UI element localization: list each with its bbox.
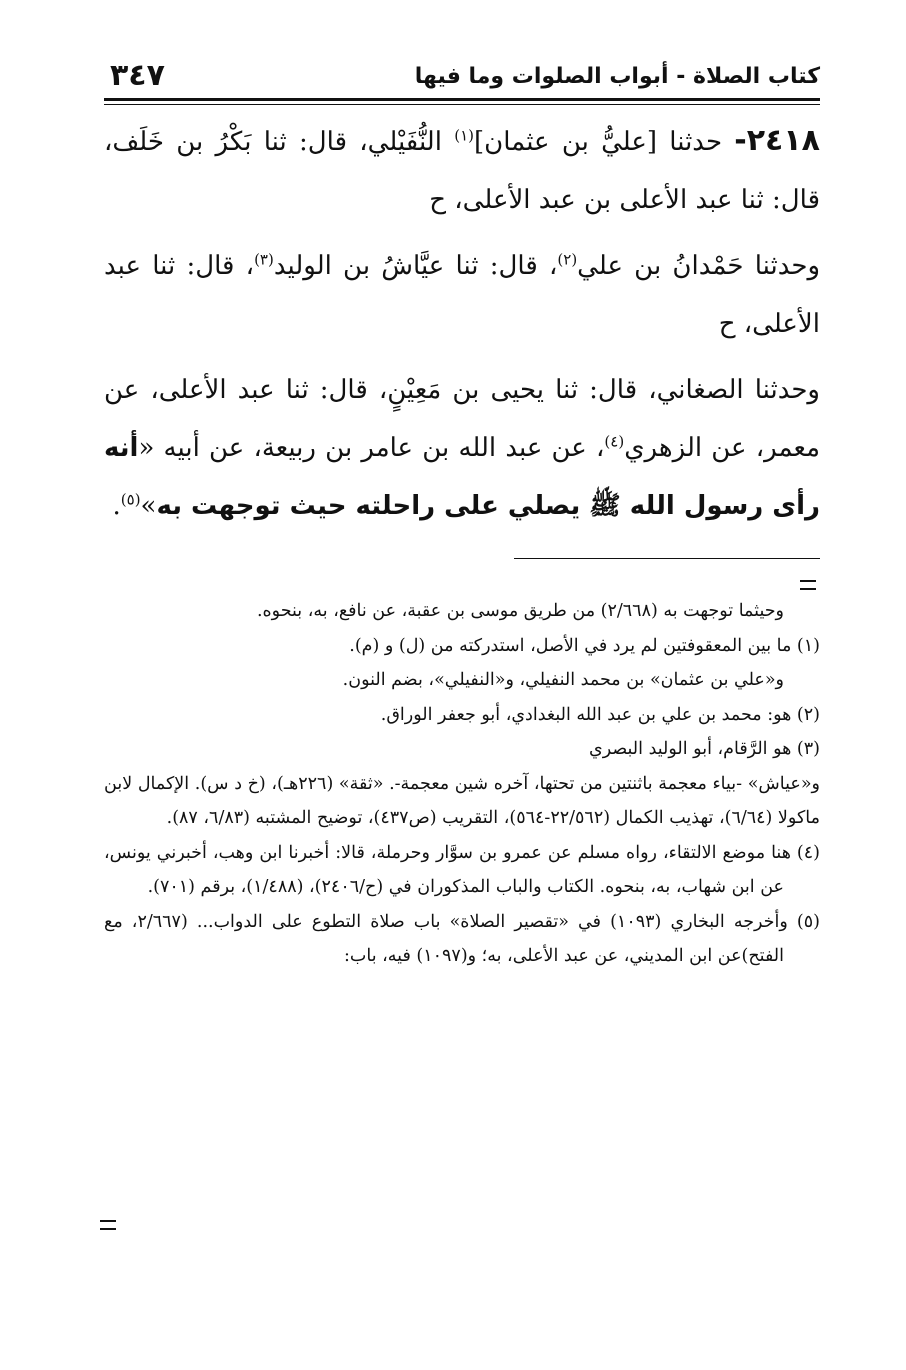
- hadith-paragraph-1: [104, 112, 820, 229]
- hadith-number: ٢٤١٨-: [734, 123, 820, 158]
- continuation-mark-top: [800, 580, 816, 590]
- footnote-ref-4: (٤): [604, 432, 625, 451]
- page-number: ٣٤٧: [110, 58, 165, 93]
- text-span: حدثنا [عليُّ بن عثمان]: [474, 127, 735, 157]
- footnotes: [104, 594, 820, 974]
- footnote-separator: [514, 558, 820, 559]
- text-span: ، قال: ثنا عبد الأعلى، ح: [104, 251, 820, 339]
- text-span: »: [140, 491, 157, 521]
- text-span: النُّفَيْلي، قال: ثنا بَكْرُ بن خَلَف، قال: ثنا عبد الأعلى بن عبد الأعلى، ح: [104, 127, 820, 215]
- footnote-4: (٤) هنا موضع الالتقاء، رواه مسلم عن عمرو بن سوَّار وحرملة، قالا: أخبرنا ابن وهب، أخبرني يونس، عن ابن شهاب، به، بنحوه. الكتاب والباب المذكوران في (ح/٢٤٠٦)، (١/٤٨٨)، برقم (٧٠١).: [104, 842, 820, 897]
- footnote-ref-3: (٣): [254, 250, 274, 269]
- header-title: كتاب الصلاة - أبواب الصلوات وما فيها: [414, 64, 820, 89]
- footnote-5: (٥) وأخرجه البخاري (١٠٩٣) في «تقصير الصلاة» باب صلاة التطوع على الدواب... (٢/٦٦٧، مع الفتح)عن ابن المديني، عن عبد الأعلى، به؛ و(١٠٩٧) فيه، باب:: [104, 911, 820, 966]
- footnote-ref-2: (٢): [557, 250, 578, 269]
- footnote-1: (١) ما بين المعقوفتين لم يرد في الأصل، استدركته من (ل) و (م).: [349, 635, 820, 656]
- footnote-2: (٢) هو: محمد بن علي بن عبد الله البغدادي، أبو جعفر الوراق.: [380, 704, 820, 725]
- header-rule-thin: [104, 104, 820, 105]
- continuation-mark-bottom: [100, 1220, 116, 1230]
- footnote-3: (٣) هو الرَّقام، أبو الوليد البصري: [589, 739, 820, 759]
- hadith-body: [104, 112, 820, 535]
- footnote-ref-5: (٥): [120, 490, 141, 509]
- hadith-paragraph-2: [104, 237, 820, 353]
- text-span: وحدثنا الصغاني، قال: ثنا يحيى بن مَعِيْنٍ، قال: ثنا عبد الأعلى، عن معمر، عن الزهري: [104, 375, 820, 463]
- text-span: ، قال: ثنا عيَّاشُ بن الوليد: [273, 251, 558, 281]
- text-span: ، عن عبد الله بن عامر بن ربيعة، عن أبيه «: [138, 433, 605, 463]
- text-span: .: [112, 491, 121, 521]
- hadith-quote: أنه رأى رسول الله ﷺ يصلي على راحلته حيث توجهت به: [104, 433, 820, 521]
- text-span: وحدثنا حَمْدانُ بن علي: [577, 251, 820, 281]
- header-rule: [104, 98, 820, 101]
- footnote-continued: وحيثما توجهت به (٢/٦٦٨) من طريق موسى بن عقبة، عن نافع، به، بنحوه.: [256, 601, 784, 621]
- footnote-1-note: و«علي بن عثمان» بن محمد النفيلي، و«النفيلي»، بضم النون.: [342, 670, 784, 690]
- footnote-ref-1: (١): [454, 126, 474, 145]
- running-header: [104, 58, 820, 100]
- footnote-3-note: و«عياش» -بياء معجمة باثنتين من تحتها، آخره شين معجمة-. «ثقة» (٢٢٦هـ)، (خ د س). الإكمال لابن ماكولا (٦/٦٤)، تهذيب الكمال (٢٢/٥٦٢-٥٦٤)، التقريب (ص٤٣٧)، توضيح المشتبه (٦/٨٣، ٨٧).: [104, 773, 821, 828]
- hadith-paragraph-3: [104, 361, 820, 535]
